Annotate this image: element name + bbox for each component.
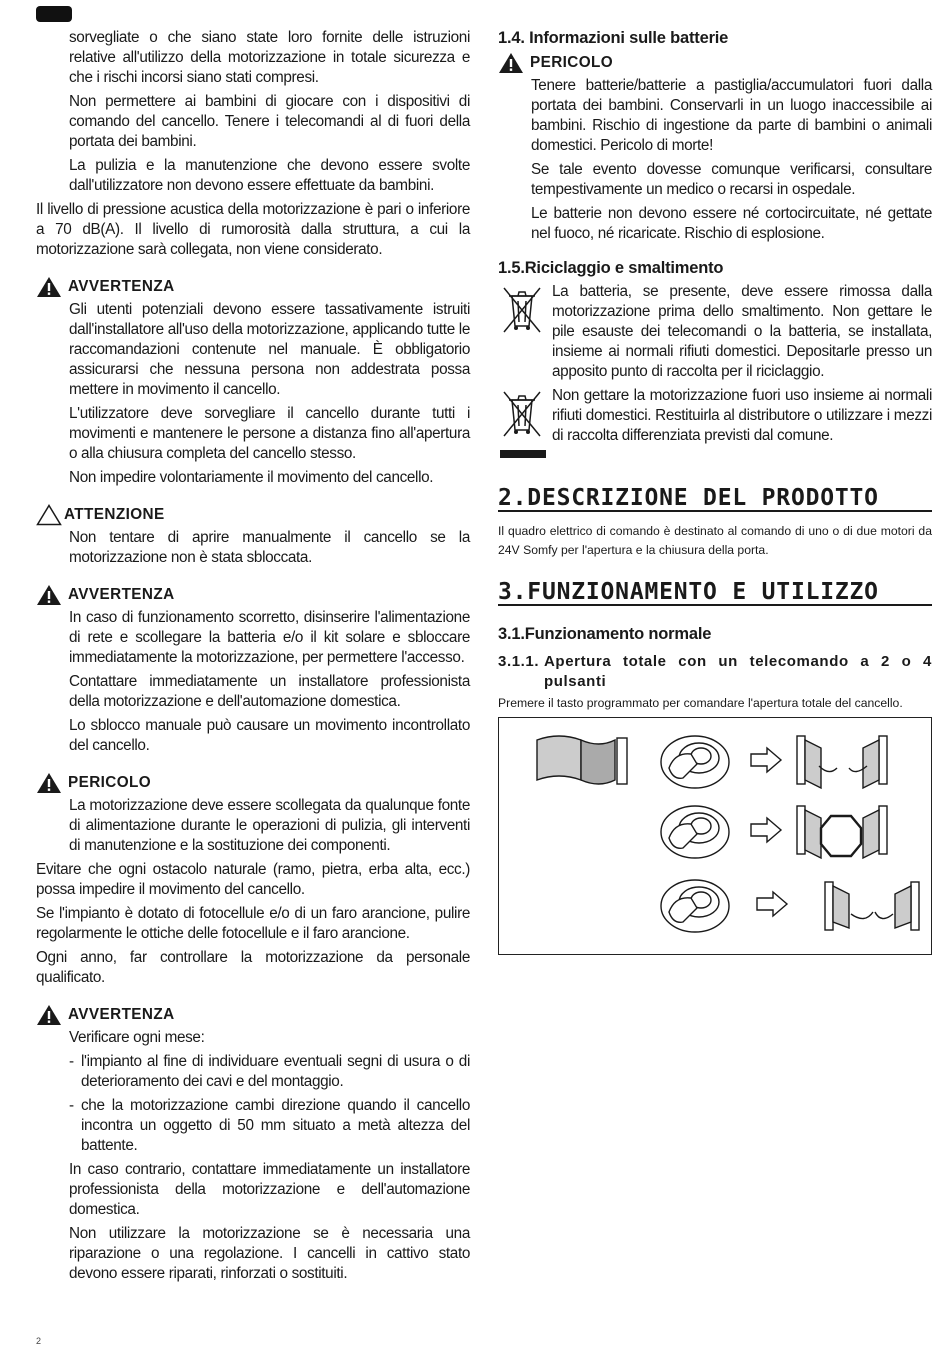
recycling-paragraph: Non gettare la motorizzazione fuori uso insieme ai normali rifiuti domestici. Restituirla al distributore o utilizzare i mezzi di raccolta differenziata previsti dal comune. <box>552 387 932 444</box>
gate-operation-diagram <box>499 718 929 952</box>
pericolo-heading <box>498 52 932 74</box>
checklist-item: - l'impianto al fine di individuare eventuali segni di usura o di deterioramento dei cavi e del montaggio. <box>69 1053 470 1090</box>
section-3-1-1-title <box>498 652 932 692</box>
intro-paragraph: La pulizia e la manutenzione che devono essere svolte dall'utilizzatore non devono essere effettuate da bambini. <box>69 157 470 194</box>
avvertenza-paragraph: Lo sblocco manuale può causare un movimento incontrollato del cancello. <box>69 717 470 754</box>
product-description: Il quadro elettrico di comando è destinato al comando di uno o di due motori da 24V Somfy per l'apertura e la chiusura della porta. <box>498 524 932 557</box>
intro-paragraph: Non permettere ai bambini di giocare con i dispositivi di comando del cancello. Tenere i telecomandi al di fuori della portata dei bambini. <box>69 93 470 150</box>
general-paragraph: Evitare che ogni ostacolo naturale (ramo, pietra, erba alta, ecc.) possa impedire il movimento del cancello. <box>36 861 470 898</box>
avvertenza-paragraph: Non impedire volontariamente il movimento del cancello. <box>69 469 434 486</box>
swing-gate-closing-icon <box>825 882 919 930</box>
avvertenza-paragraph: In caso di funzionamento scorretto, disinserire l'alimentazione di rete e scollegare la batteria e/o il kit solare e sbloccare immediatamente la motorizzazione, per permettere l'accesso. <box>69 609 470 666</box>
avvertenza-heading <box>36 584 470 606</box>
remote-control-icon <box>661 880 729 932</box>
acoustic-paragraph: Il livello di pressione acustica della motorizzazione è pari o inferiore a 70 dB(A). Il livello di rumorosità dalla struttura, a cui la motorizzazione sarà collegata, non viene considerato. <box>36 201 470 258</box>
arrow-right-icon <box>751 748 781 772</box>
avvertenza-paragraph: Gli utenti potenziali devono essere tassativamente istruiti dall'installatore all'uso della motorizzazione, applicando tutte le raccomandazioni contenute nel manuale. È obbligatorio assicurarsi che nessuna persona non addestrata possa mettere in movimento il cancello. <box>69 301 470 398</box>
avvertenza-heading <box>36 1004 470 1026</box>
swing-gate-opening-icon <box>797 736 887 788</box>
avvertenza-paragraph: Contattare immediatamente un installatore professionista della motorizzazione e dell'automazione domestica. <box>69 673 470 710</box>
attenzione-heading <box>36 504 470 526</box>
section-3-1-1-text: Apertura totale con un telecomando a 2 o 4 pulsanti <box>544 653 932 690</box>
pericolo-title: PERICOLO <box>530 54 614 71</box>
operation-text: Premere il tasto programmato per comandare l'apertura totale del cancello. <box>498 696 903 710</box>
avvertenza-title: AVVERTENZA <box>68 586 175 603</box>
right-column <box>498 28 932 955</box>
general-paragraph: Ogni anno, far controllare la motorizzazione da personale qualificato. <box>36 949 470 986</box>
remote-control-icon <box>661 806 729 858</box>
warning-filled-icon <box>36 1004 62 1026</box>
language-tab <box>36 6 72 22</box>
danger-filled-icon <box>498 52 524 74</box>
pericolo-heading <box>36 772 470 794</box>
section-2-title: 2.DESCRIZIONE DEL PRODOTTO <box>498 488 932 512</box>
remote-control-icon <box>661 736 729 788</box>
left-column <box>36 28 470 1288</box>
section-3-1-1-number: 3.1.1. <box>498 653 540 670</box>
recycling-paragraph: La batteria, se presente, deve essere rimossa dalla motorizzazione prima dello smaltimento. Non gettare le pile esauste dei telecomandi o la batteria, se installata, insieme ai normali rifiuti domestici. Depositarle presso un apposito punto di raccolta per il riciclaggio. <box>552 283 932 380</box>
arrow-right-icon <box>757 892 787 916</box>
general-paragraph: Se l'impianto è dotato di fotocellule e/o di un faro arancione, pulire regolarmente le ottiche delle fotocellule e il faro arancione. <box>36 905 470 942</box>
avvertenza-heading <box>36 276 470 298</box>
sliding-gate-icon <box>537 736 627 784</box>
warning-filled-icon <box>36 276 62 298</box>
pericolo-paragraph: La motorizzazione deve essere scollegata da qualunque fonte di alimentazione durante le operazioni di pulizia, gli interventi di manutenzione e la sostituzione dei componenti. <box>69 797 470 854</box>
checklist-item-text: che la motorizzazione cambi direzione quando il cancello incontra un oggetto di 50 mm situato a metà altezza del battente. <box>81 1097 470 1154</box>
recycling-block <box>498 282 932 386</box>
attenzione-paragraph: Non tentare di aprire manualmente il cancello se la motorizzazione non è stata sbloccata. <box>69 529 470 566</box>
battery-paragraph: Se tale evento dovesse comunque verificarsi, consultare tempestivamente un medico o recarsi in ospedale. <box>531 161 932 198</box>
recycling-block <box>498 386 932 472</box>
danger-filled-icon <box>36 772 62 794</box>
swing-gate-stop-icon <box>797 806 887 858</box>
avvertenza-paragraph: L'utilizzatore deve sorvegliare il cancello durante tutti i movimenti e mantenere le persone a distanza fino all'apertura o alla chiusura completa del cancello stesso. <box>69 405 470 462</box>
remote-operation-figure <box>498 717 932 955</box>
crossed-bin-icon <box>498 386 546 472</box>
pericolo-title: PERICOLO <box>68 774 152 791</box>
section-1-4-title: 1.4. Informazioni sulle batterie <box>498 29 729 47</box>
section-3-title: 3.FUNZIONAMENTO E UTILIZZO <box>498 582 932 606</box>
checklist-lead: Verificare ogni mese: <box>69 1029 205 1046</box>
crossed-bin-icon <box>498 282 546 386</box>
checklist-item-text: l'impianto al fine di individuare eventuali segni di usura o di deterioramento dei cavi e del montaggio. <box>81 1053 470 1090</box>
avvertenza-paragraph: Non utilizzare la motorizzazione se è necessaria una riparazione o una regolazione. I cancelli in cattivo stato devono essere riparati, rinforzati o sostituiti. <box>69 1225 470 1282</box>
caution-outline-icon <box>36 504 62 526</box>
attenzione-title: ATTENZIONE <box>64 506 165 523</box>
avvertenza-title: AVVERTENZA <box>68 1006 175 1023</box>
avvertenza-title: AVVERTENZA <box>68 278 175 295</box>
warning-filled-icon <box>36 584 62 606</box>
intro-paragraph: sorvegliate o che siano state loro fornite delle istruzioni relative all'utilizzo della motorizzazione in totale sicurezza e che i rischi incorsi siano stati compresi. <box>69 29 470 86</box>
avvertenza-paragraph: In caso contrario, contattare immediatamente un installatore professionista della motorizzazione e dell'automazione domestica. <box>69 1161 470 1218</box>
checklist-item: - che la motorizzazione cambi direzione quando il cancello incontra un oggetto di 50 mm situato a metà altezza del battente. <box>69 1097 470 1154</box>
arrow-right-icon <box>751 818 781 842</box>
battery-paragraph: Le batterie non devono essere né cortocircuitate, né gettate nel fuoco, né ricaricate. Rischio di esplosione. <box>531 205 932 242</box>
battery-paragraph: Tenere batterie/batterie a pastiglia/accumulatori fuori dalla portata dei bambini. Conservarli in un luogo inaccessibile ai bambini. Rischio di ingestione da parte di bambini o animali domestici. Pericolo di morte! <box>531 77 932 154</box>
section-3-1-title: 3.1.Funzionamento normale <box>498 625 712 643</box>
page-number: 2 <box>36 1336 42 1346</box>
section-1-5-title: 1.5.Riciclaggio e smaltimento <box>498 259 724 277</box>
